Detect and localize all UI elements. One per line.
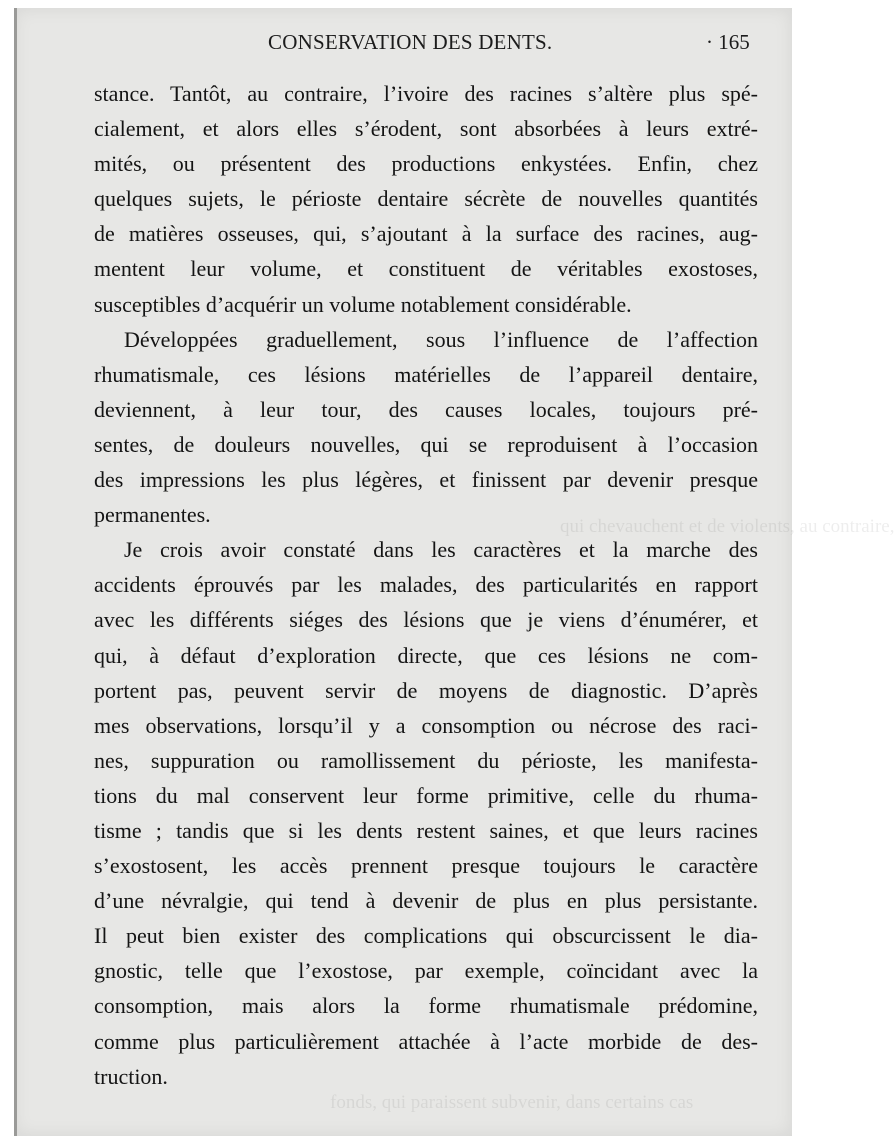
text-line: quelques sujets, le périoste dentaire sécrète de nouvelles quantités	[94, 186, 758, 212]
body-text	[94, 76, 758, 1094]
text-line: s’exostosent, les accès prennent presque toujours le caractère	[94, 853, 758, 879]
text-line: rhumatismale, ces lésions matérielles de l’appareil dentaire,	[94, 361, 758, 387]
text-line: cialement, et alors elles s’érodent, sont absorbées à leurs extré-	[94, 116, 758, 142]
text-line: Il peut bien exister des complications qui obscurcissent le dia-	[94, 923, 758, 949]
show-through-text: fonds, qui paraissent subvenir, dans certains cas	[330, 1092, 694, 1113]
text-line: consomption, mais alors la forme rhumatismale prédomine,	[94, 993, 758, 1019]
text-line: portent pas, peuvent servir de moyens de diagnostic. D’après	[94, 677, 758, 703]
show-through-text: qui chevauchent et de violents, au contraire,	[560, 516, 894, 537]
page-number: · 165	[706, 30, 750, 54]
text-line: stance. Tantôt, au contraire, l’ivoire des racines s’altère plus spé-	[94, 81, 758, 106]
page-gutter-edge	[14, 8, 17, 1136]
text-line: comme plus particulièrement attachée à l’acte morbide de des-	[94, 1028, 758, 1054]
running-head	[0, 30, 800, 58]
text-line: sentes, de douleurs nouvelles, qui se reproduisent à l’occasion	[94, 431, 758, 457]
text-line: tions du mal conservent leur forme primitive, celle du rhuma-	[94, 782, 758, 808]
text-line: avec les différents siéges des lésions que je viens d’énumérer, et	[94, 607, 758, 633]
paragraph-first-line: Développées graduellement, sous l’influence de l’affection	[124, 326, 758, 352]
text-line: de matières osseuses, qui, s’ajoutant à la surface des racines, aug-	[94, 221, 758, 247]
text-line: tisme ; tandis que si les dents restent saines, et que leurs racines	[94, 817, 758, 843]
text-line: deviennent, à leur tour, des causes locales, toujours pré-	[94, 396, 758, 422]
text-line: mes observations, lorsqu’il y a consomption ou nécrose des raci-	[94, 712, 758, 738]
text-line: permanentes.	[94, 502, 211, 528]
text-line: accidents éprouvés par les malades, des particularités en rapport	[94, 572, 758, 598]
text-line: truction.	[94, 1063, 168, 1089]
text-line: nes, suppuration ou ramollissement du périoste, les manifesta-	[94, 747, 758, 773]
running-title: CONSERVATION DES DENTS.	[268, 30, 553, 54]
text-line: qui, à défaut d’exploration directe, que ces lésions ne com-	[94, 642, 758, 668]
text-line: susceptibles d’acquérir un volume notablement considérable.	[94, 291, 632, 317]
text-line: gnostic, telle que l’exostose, par exemple, coïncidant avec la	[94, 958, 758, 984]
text-line: d’une névralgie, qui tend à devenir de plus en plus persistante.	[94, 888, 758, 914]
text-line: mentent leur volume, et constituent de véritables exostoses,	[94, 256, 758, 282]
text-line: des impressions les plus légères, et finissent par devenir presque	[94, 467, 758, 493]
paragraph-first-line: Je crois avoir constaté dans les caractères et la marche des	[124, 537, 758, 563]
text-line: mités, ou présentent des productions enkystées. Enfin, chez	[94, 151, 758, 177]
